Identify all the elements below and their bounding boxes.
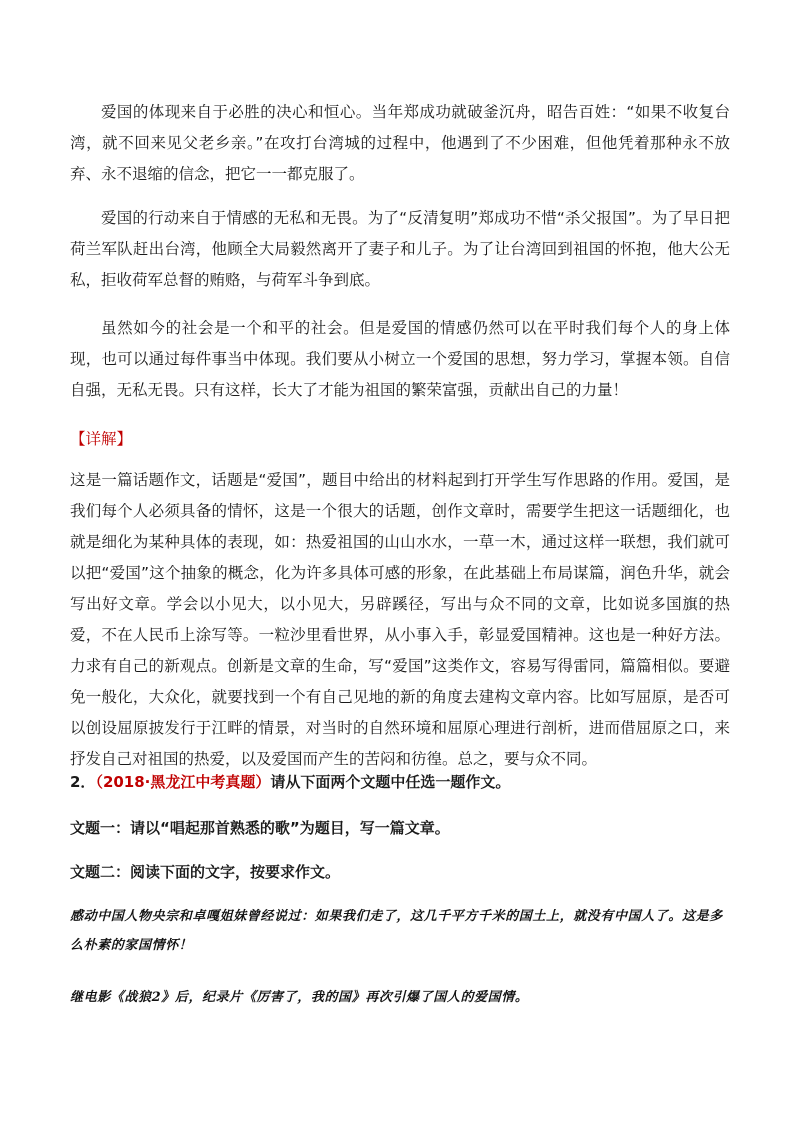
question-heading <box>70 770 730 794</box>
material-paragraph-1: 感动中国人物央宗和卓嘎姐妹曾经说过：如果我们走了，这几千平方千米的国土上，就没有中国人了。这是多么朴素的家国情怀！ <box>70 909 723 953</box>
question-instruction: 请从下面两个文题中任选一题作文。 <box>270 773 511 791</box>
topic-two: 文题二：阅读下面的文字，按要求作文。 <box>70 863 341 881</box>
question-number: 2． <box>70 773 96 791</box>
analysis-label: 【详解】 <box>70 430 133 448</box>
topic-one: 文题一：请以“唱起那首熟悉的歌”为题目，写一篇文章。 <box>70 819 450 837</box>
question-source: （2018·黑龙江中考真题） <box>95 773 271 791</box>
analysis-text: 这是一篇话题作文，话题是“爱国”，题目中给出的材料起到打开学生写作思路的作用。爱国，是我们每个人必须具备的情怀，这是一个很大的话题，创作文章时，需要学生把这一话题细化，也就是细化为某种具体的表现，如：热爱祖国的山山水水，一草一木，通过这样一联想，我们就可以把“爱国”这个抽象的概念，化为许多具体可感的形象，在此基础上布局谋篇，润色升华，就会写出好文章。学会以小见大，以小见大，另辟蹊径，写出与众不同的文章，比如说多国旗的热爱，不在人民币上涂写等。一粒沙里看世界，从小事入手，彰显爱国精神。这也是一种好方法。力求有自己的新观点。创新是文章的生命，写“爱国”这类作文，容易写得雷同，篇篇相似。要避免一般化，大众化，就要找到一个有自己见地的新的角度去建构文章内容。比如写屈原，是否可以创设屈原披发行于江畔的情景，对当时的自然环境和屈原心理进行剖析，进而借屈原之口，来抒发自己对祖国的热爱，以及爱国而产生的苦闷和彷徨。总之，要与众不同。 <box>70 471 730 768</box>
material-paragraph-2: 继电影《战狼2》后，纪录片《厉害了，我的国》再次引爆了国人的爱国情。 <box>70 990 529 1005</box>
essay-paragraph-1: 爱国的体现来自于必胜的决心和恒心。当年郑成功就破釜沉舟，昭告百姓：“如果不收复台湾，就不回来见父老乡亲。”在攻打台湾城的过程中，他遇到了不少困难，但他凭着那种永不放弃、永不退缩的信念，把它一一都克服了。 <box>70 103 730 183</box>
essay-paragraph-2: 爱国的行动来自于情感的无私和无畏。为了“反清复明”郑成功不惜“杀父报国”。为了早日把荷兰军队赶出台湾，他顾全大局毅然离开了妻子和儿子。为了让台湾回到祖国的怀抱，他大公无私，拒收荷军总督的贿赂，与荷军斗争到底。 <box>70 209 730 289</box>
essay-paragraph-3: 虽然如今的社会是一个和平的社会。但是爱国的情感仍然可以在平时我们每个人的身上体现，也可以通过每件事当中体现。我们要从小树立一个爱国的思想，努力学习，掌握本领。自信自强，无私无畏。只有这样，长大了才能为祖国的繁荣富强，贡献出自己的力量！ <box>70 319 730 399</box>
